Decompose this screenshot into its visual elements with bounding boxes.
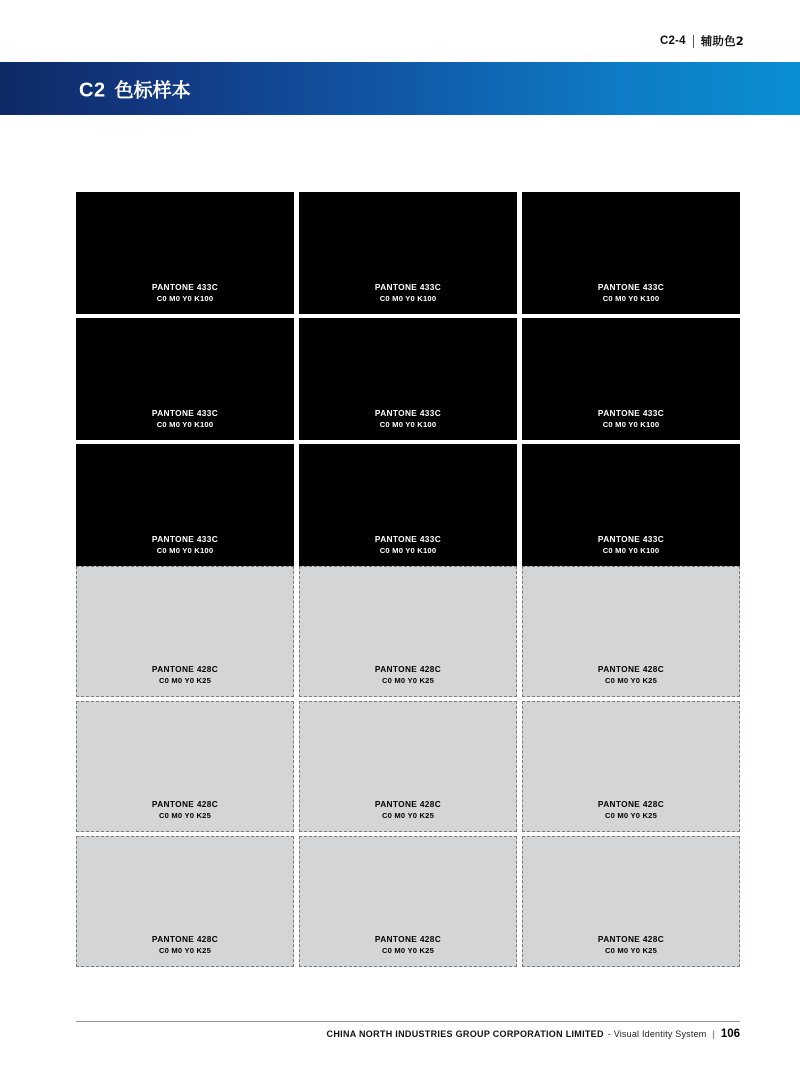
swatch-pantone: PANTONE 433C — [597, 407, 665, 418]
swatch-row — [76, 444, 740, 566]
swatch-formula: C0 M0 Y0 K25 — [158, 675, 212, 685]
swatch-label — [300, 934, 516, 956]
page-title — [79, 75, 191, 102]
swatch-label — [523, 664, 739, 686]
swatch-label — [299, 534, 517, 556]
swatch-pantone: PANTONE 428C — [597, 663, 665, 674]
swatch-row — [76, 836, 740, 967]
swatch-cell — [299, 444, 517, 566]
swatch-formula: C0 M0 Y0 K100 — [379, 545, 437, 555]
swatch-label — [77, 799, 293, 821]
swatch-pantone: PANTONE 428C — [597, 933, 665, 944]
swatch-pantone: PANTONE 433C — [151, 533, 219, 544]
swatch-cell — [522, 318, 740, 440]
swatch-cell — [76, 836, 294, 967]
section-tag-divider — [693, 35, 694, 48]
swatch-formula: C0 M0 Y0 K100 — [379, 419, 437, 429]
swatch-pantone: PANTONE 428C — [597, 798, 665, 809]
section-tag — [660, 33, 744, 49]
swatch-cell — [522, 836, 740, 967]
footer-separator: | — [712, 1029, 715, 1039]
swatch-pantone: PANTONE 433C — [151, 407, 219, 418]
swatch-formula: C0 M0 Y0 K25 — [158, 945, 212, 955]
swatch-cell — [522, 566, 740, 697]
swatch-cell — [76, 566, 294, 697]
footer-brand: CHINA NORTH INDUSTRIES GROUP CORPORATION LIMITED — [326, 1029, 604, 1039]
swatch-label — [76, 408, 294, 430]
page-title-text: 色标样本 — [114, 79, 191, 101]
swatch-cell — [522, 192, 740, 314]
swatch-label — [300, 664, 516, 686]
swatch-label — [523, 934, 739, 956]
swatch-pantone: PANTONE 433C — [597, 533, 665, 544]
swatch-label — [77, 934, 293, 956]
page-title-code: C2 — [79, 79, 106, 101]
swatch-label — [522, 408, 740, 430]
footer-subtitle: - Visual Identity System — [607, 1029, 707, 1039]
page-number: 106 — [720, 1028, 740, 1040]
swatch-pantone: PANTONE 428C — [374, 798, 442, 809]
swatch-grid — [76, 192, 740, 967]
swatch-cell — [299, 318, 517, 440]
swatch-label — [299, 282, 517, 304]
swatch-formula: C0 M0 Y0 K25 — [604, 945, 658, 955]
swatch-pantone: PANTONE 433C — [374, 281, 442, 292]
swatch-cell — [76, 318, 294, 440]
section-code: C2-4 — [659, 35, 686, 47]
section-name: 辅助色2 — [700, 34, 744, 48]
swatch-formula: C0 M0 Y0 K25 — [604, 675, 658, 685]
swatch-formula: C0 M0 Y0 K100 — [602, 293, 660, 303]
swatch-formula: C0 M0 Y0 K100 — [156, 545, 214, 555]
swatch-cell — [76, 701, 294, 832]
swatch-pantone: PANTONE 428C — [374, 933, 442, 944]
swatch-cell — [522, 444, 740, 566]
swatch-cell — [76, 444, 294, 566]
swatch-cell — [299, 566, 517, 697]
swatch-formula: C0 M0 Y0 K100 — [602, 419, 660, 429]
swatch-pantone: PANTONE 433C — [151, 281, 219, 292]
swatch-label — [76, 534, 294, 556]
swatch-formula: C0 M0 Y0 K25 — [381, 810, 435, 820]
swatch-formula: C0 M0 Y0 K25 — [381, 675, 435, 685]
swatch-cell — [76, 192, 294, 314]
swatch-formula: C0 M0 Y0 K100 — [156, 419, 214, 429]
footer-divider — [76, 1021, 740, 1022]
swatch-row — [76, 318, 740, 440]
swatch-pantone: PANTONE 433C — [374, 407, 442, 418]
swatch-formula: C0 M0 Y0 K100 — [379, 293, 437, 303]
swatch-pantone: PANTONE 433C — [597, 281, 665, 292]
swatch-formula: C0 M0 Y0 K100 — [156, 293, 214, 303]
swatch-label — [300, 799, 516, 821]
swatch-formula: C0 M0 Y0 K100 — [602, 545, 660, 555]
swatch-cell — [299, 192, 517, 314]
swatch-label — [77, 664, 293, 686]
swatch-pantone: PANTONE 428C — [151, 798, 219, 809]
swatch-cell — [299, 701, 517, 832]
swatch-label — [522, 534, 740, 556]
swatch-label — [299, 408, 517, 430]
swatch-cell — [522, 701, 740, 832]
swatch-label — [76, 282, 294, 304]
swatch-row — [76, 566, 740, 697]
swatch-formula: C0 M0 Y0 K25 — [604, 810, 658, 820]
footer — [76, 1028, 740, 1040]
swatch-cell — [299, 836, 517, 967]
swatch-row — [76, 192, 740, 314]
swatch-formula: C0 M0 Y0 K25 — [381, 945, 435, 955]
swatch-formula: C0 M0 Y0 K25 — [158, 810, 212, 820]
title-band — [0, 62, 800, 115]
swatch-row — [76, 701, 740, 832]
swatch-pantone: PANTONE 428C — [151, 933, 219, 944]
swatch-label — [523, 799, 739, 821]
swatch-pantone: PANTONE 428C — [374, 663, 442, 674]
swatch-pantone: PANTONE 433C — [374, 533, 442, 544]
swatch-label — [522, 282, 740, 304]
swatch-pantone: PANTONE 428C — [151, 663, 219, 674]
